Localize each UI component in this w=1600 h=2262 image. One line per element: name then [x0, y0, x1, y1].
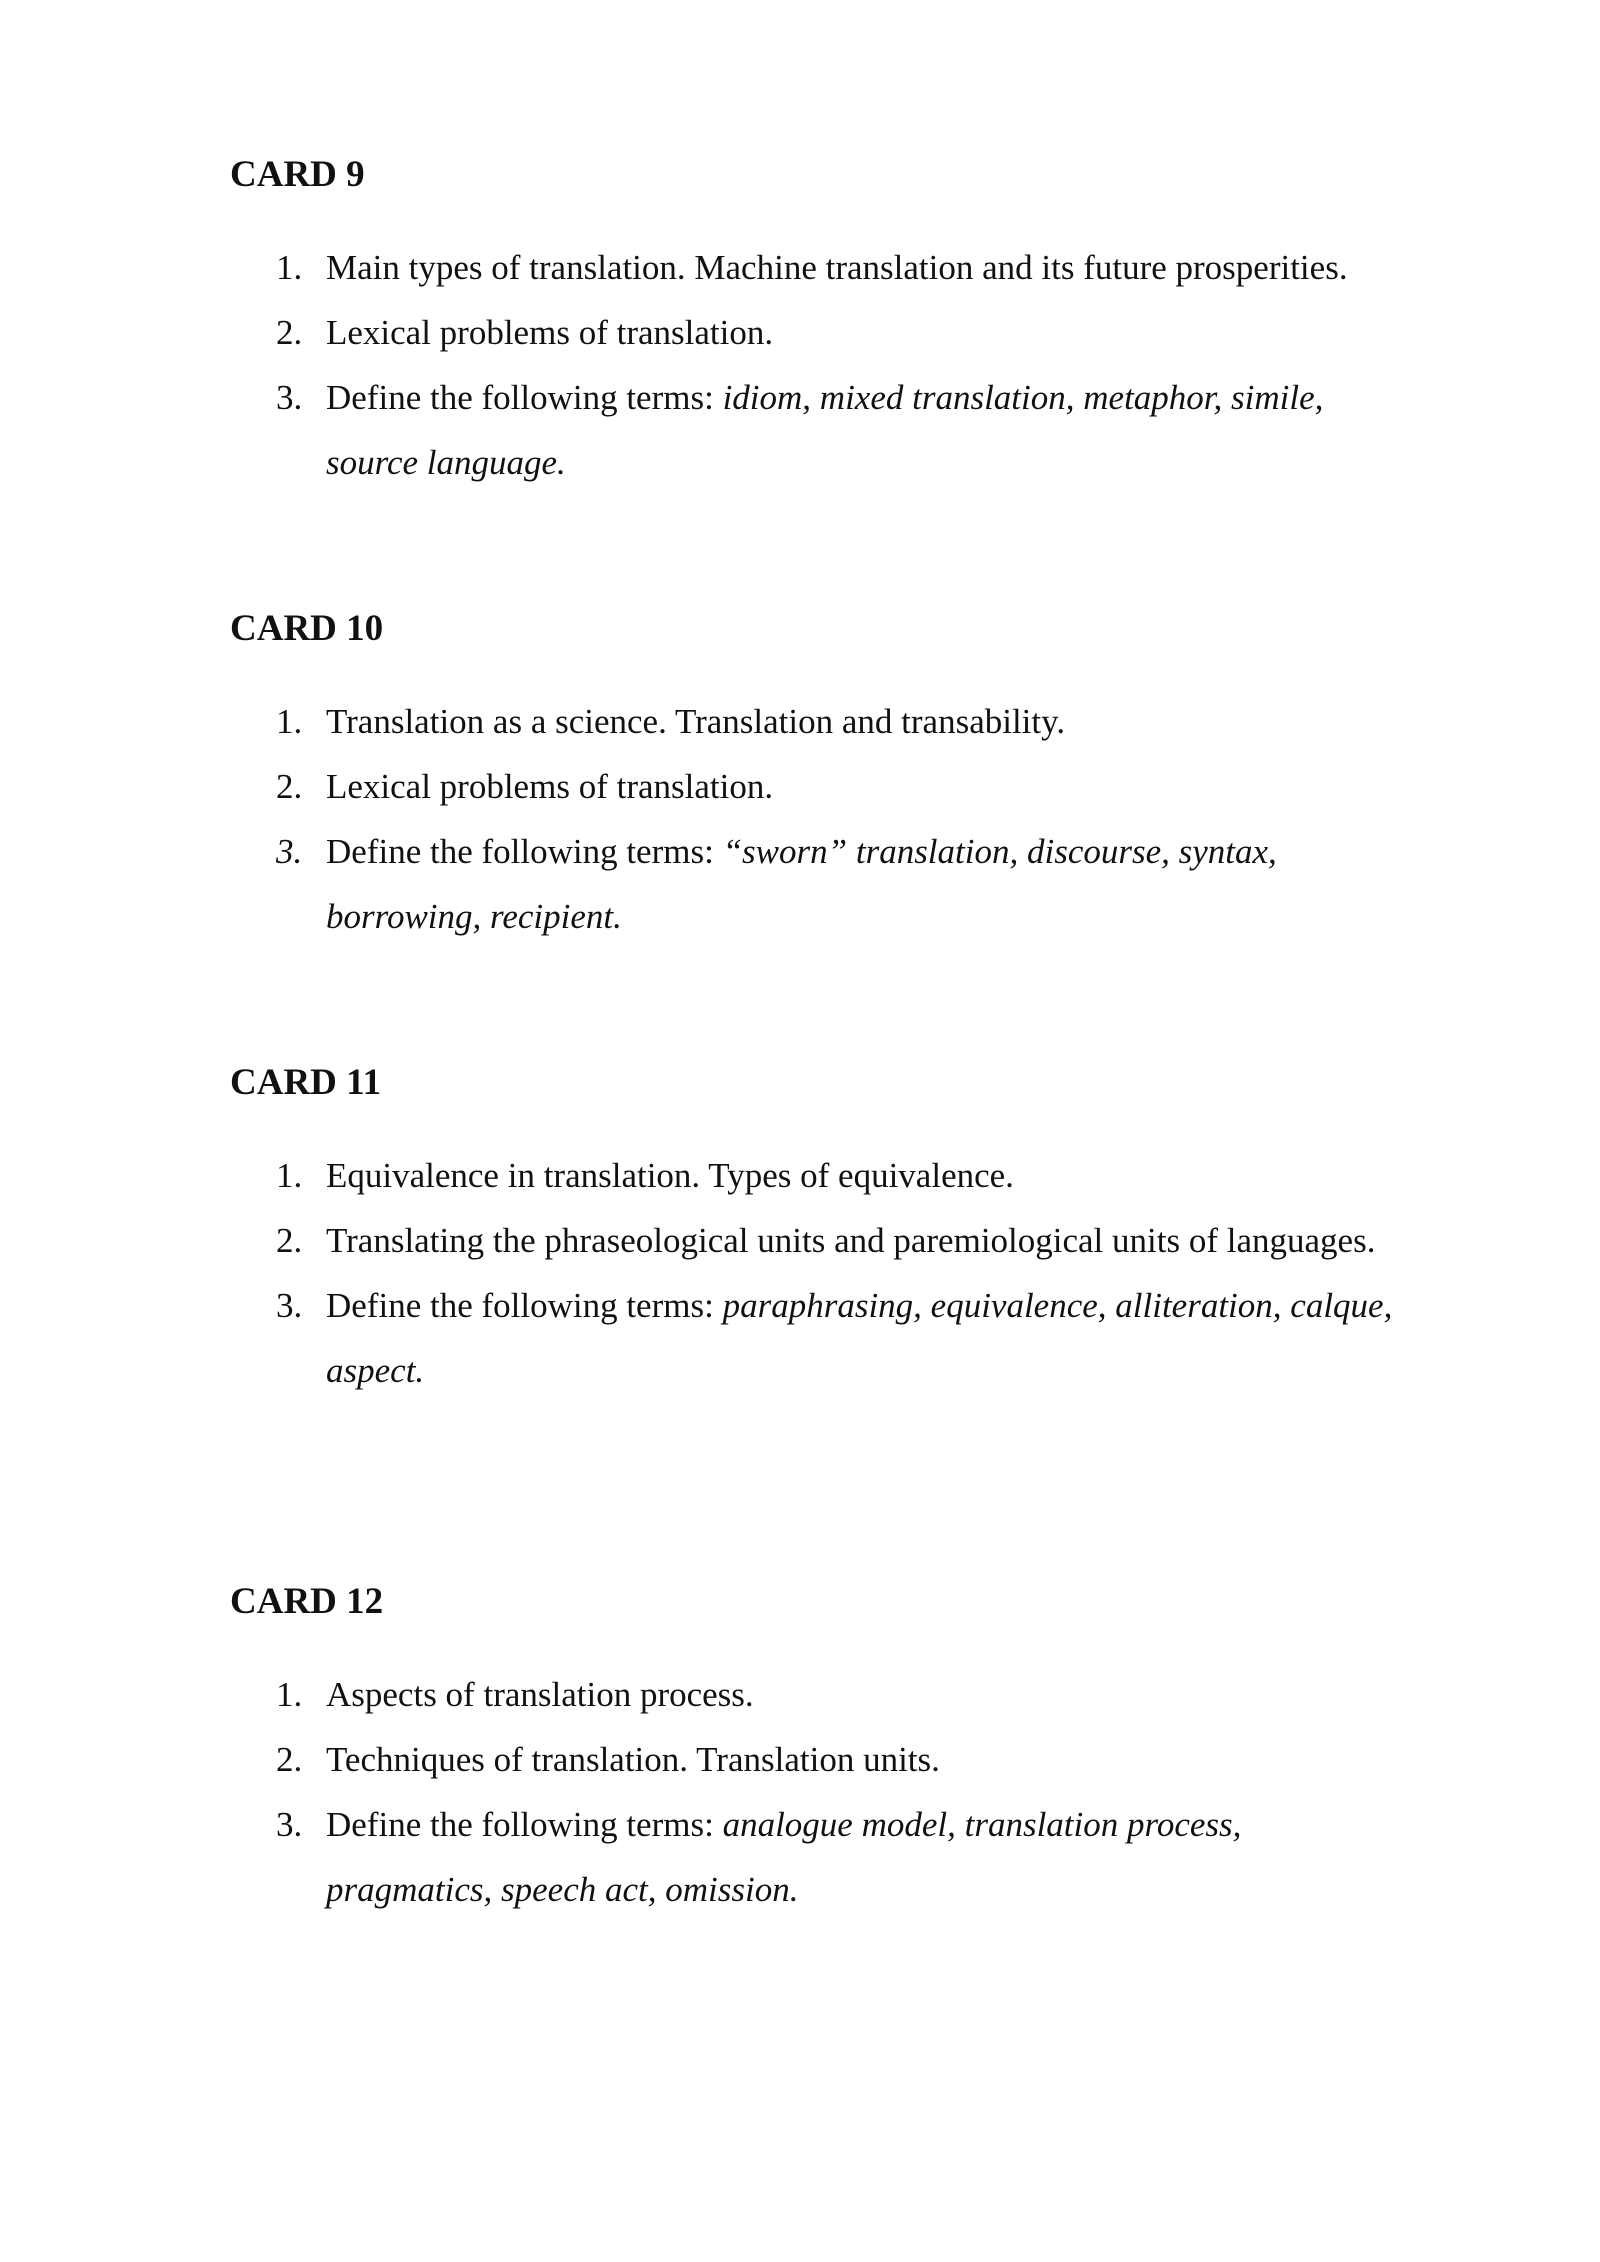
card-title: CARD 12: [230, 1581, 384, 1622]
list-item: [230, 1727, 1530, 1792]
card-title: CARD 9: [230, 154, 365, 195]
item-number: 1.: [276, 702, 303, 741]
card-11: [230, 1061, 1530, 1390]
list-item: [230, 365, 1530, 495]
card-10: [230, 607, 1530, 936]
item-number: 2.: [276, 1221, 303, 1260]
list-item: [230, 300, 1530, 365]
card-9: [230, 153, 1530, 482]
item-number: 3.: [276, 832, 303, 871]
question-list: [230, 1662, 1530, 1922]
list-item: [230, 819, 1530, 949]
card-12: [230, 1580, 1530, 1909]
item-terms: “sworn” translation, discourse, syntax,: [722, 832, 1277, 871]
item-terms-continued: borrowing, recipient.: [326, 897, 622, 936]
item-text: Lexical problems of translation.: [326, 313, 774, 352]
card-title: CARD 10: [230, 608, 384, 649]
item-terms: analogue model, translation process,: [722, 1805, 1242, 1844]
item-text: Translating the phraseological units and paremiological units of languages.: [326, 1221, 1376, 1260]
item-number: 3.: [276, 378, 303, 417]
list-item: [230, 754, 1530, 819]
item-prefix: Define the following terms:: [326, 1805, 723, 1844]
item-number: 1.: [276, 248, 303, 287]
item-text: Main types of translation. Machine translation and its future prosperities.: [326, 248, 1348, 287]
list-item: [230, 1792, 1530, 1922]
list-item: [230, 1662, 1530, 1727]
item-number: 3.: [276, 1805, 303, 1844]
item-terms-continued: source language.: [326, 443, 566, 482]
item-number: 3.: [276, 1286, 303, 1325]
item-prefix: Define the following terms:: [326, 1286, 723, 1325]
item-number: 1.: [276, 1675, 303, 1714]
item-prefix: Define the following terms:: [326, 378, 723, 417]
item-terms: idiom, mixed translation, metaphor, simile,: [722, 378, 1324, 417]
item-terms-continued: pragmatics, speech act, omission.: [326, 1870, 799, 1909]
item-number: 2.: [276, 313, 303, 352]
item-terms: paraphrasing, equivalence, alliteration, calque,: [722, 1286, 1393, 1325]
question-list: [230, 689, 1530, 949]
item-text: Techniques of translation. Translation units.: [326, 1740, 940, 1779]
list-item: [230, 1208, 1530, 1273]
list-item: [230, 689, 1530, 754]
list-item: [230, 1143, 1530, 1208]
item-terms-continued: aspect.: [326, 1351, 425, 1390]
item-number: 1.: [276, 1156, 303, 1195]
question-list: [230, 1143, 1530, 1403]
item-text: Equivalence in translation. Types of equivalence.: [326, 1156, 1014, 1195]
list-item: [230, 235, 1530, 300]
card-title: CARD 11: [230, 1062, 382, 1103]
list-item: [230, 1273, 1530, 1403]
item-text: Translation as a science. Translation and transability.: [326, 702, 1066, 741]
item-number: 2.: [276, 767, 303, 806]
item-text: Lexical problems of translation.: [326, 767, 774, 806]
item-prefix: Define the following terms:: [326, 832, 723, 871]
item-text: Aspects of translation process.: [326, 1675, 754, 1714]
item-number: 2.: [276, 1740, 303, 1779]
question-list: [230, 235, 1530, 495]
